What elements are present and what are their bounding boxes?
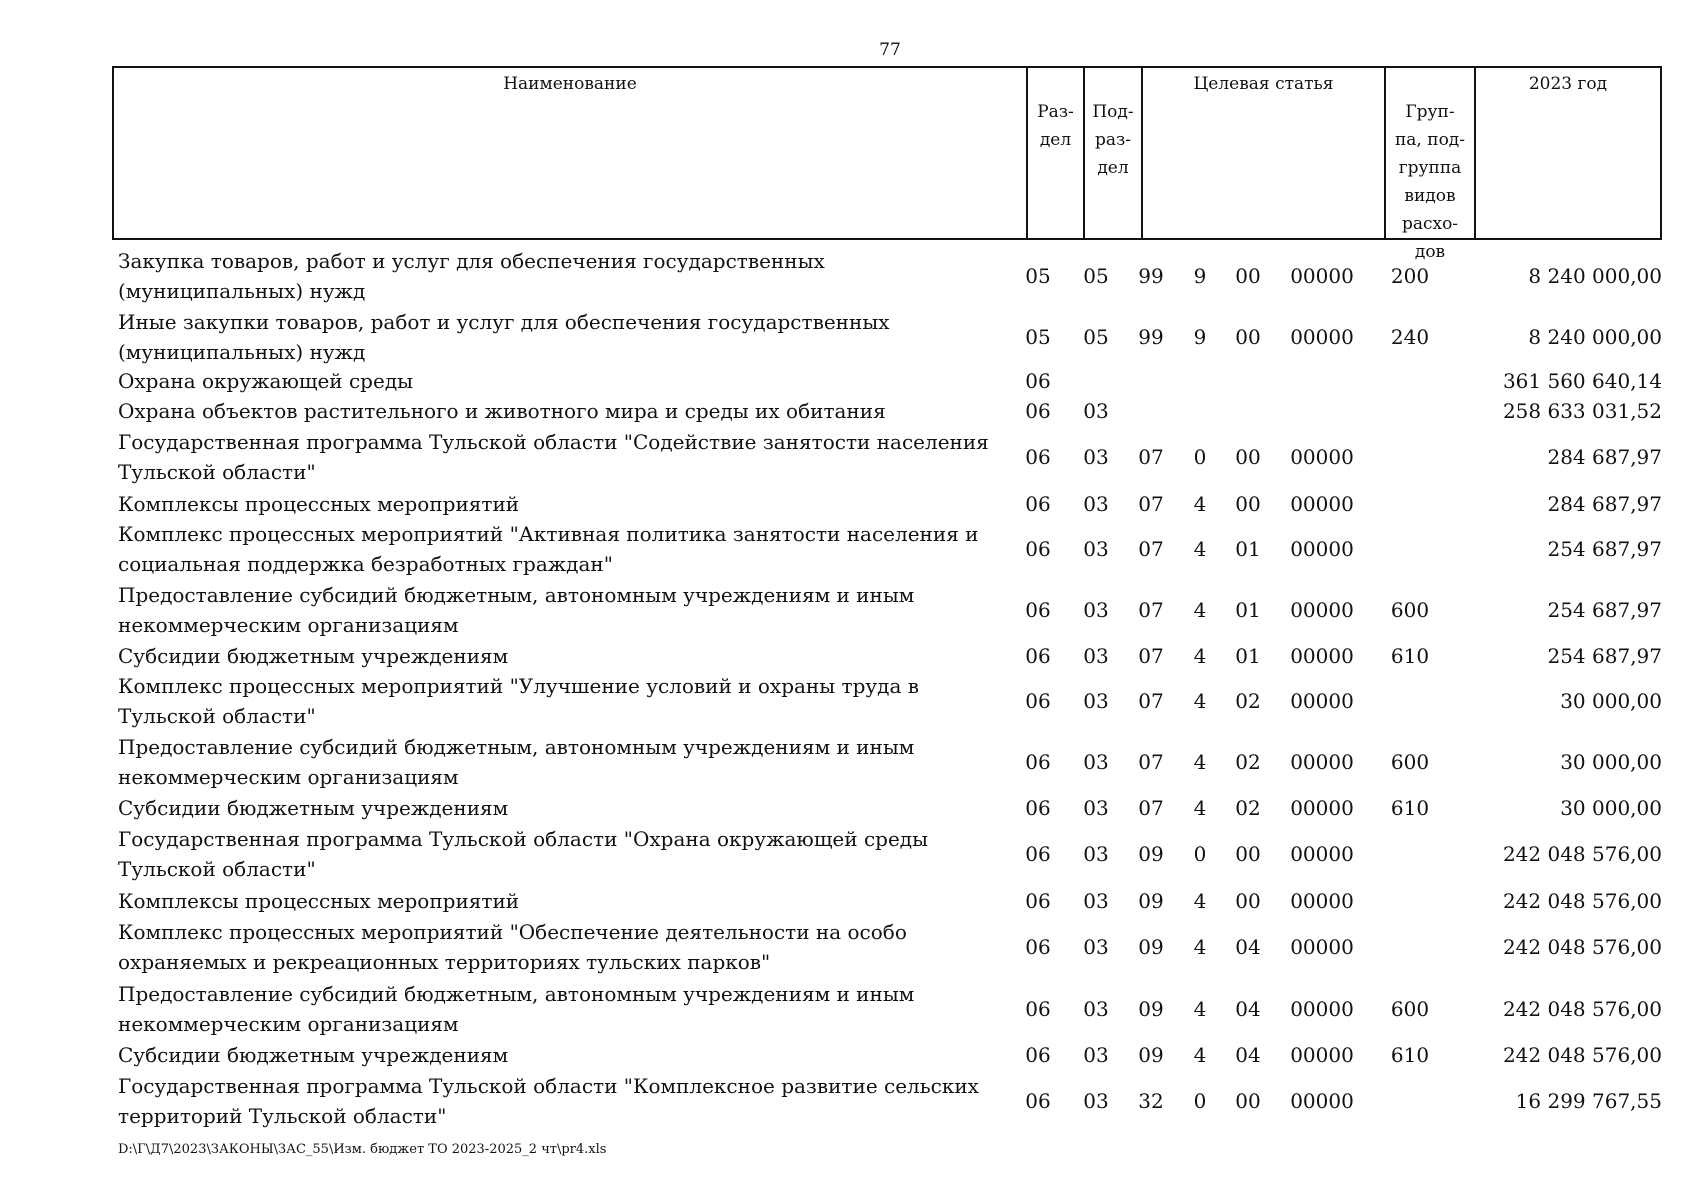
row-razdel: 06 (1025, 644, 1051, 668)
row-t1: 99 (1138, 264, 1164, 288)
row-podrazdel: 03 (1083, 796, 1109, 820)
row-razdel: 06 (1025, 796, 1051, 820)
row-name: Охрана объектов растительного и животного мира и среды их обитания (118, 399, 886, 423)
row-name: Субсидии бюджетным учреждениям (118, 644, 509, 668)
row-t2: 4 (1193, 598, 1207, 622)
row-t4: 00000 (1290, 842, 1354, 866)
row-razdel: 06 (1025, 537, 1051, 561)
row-razdel: 06 (1025, 598, 1051, 622)
row-name: Предоставление субсидий бюджетным, автономным учреждениям и иным некоммерческим организациям (118, 583, 915, 637)
row-group: 600 (1390, 750, 1430, 774)
row-name: Комплекс процессных мероприятий "Улучшение условий и охраны труда в Тульской области" (118, 674, 920, 728)
row-razdel: 06 (1025, 1043, 1051, 1067)
row-name: Комплекс процессных мероприятий "Обеспечение деятельности на особо охраняемых и рекреационных территориях тульских парков" (118, 920, 907, 974)
row-t3: 04 (1235, 997, 1261, 1021)
row-t1: 07 (1138, 796, 1164, 820)
row-t2: 0 (1193, 445, 1207, 469)
row-t4: 00000 (1290, 997, 1354, 1021)
row-amount: 254 687,97 (1547, 598, 1662, 622)
row-podrazdel: 03 (1083, 689, 1109, 713)
table-header (112, 66, 1662, 262)
row-t3: 00 (1235, 492, 1261, 516)
table-row (0, 917, 1695, 977)
row-podrazdel: 03 (1083, 399, 1109, 423)
row-name: Иные закупки товаров, работ и услуг для обеспечения государственных (муниципальных) нужд (118, 310, 890, 364)
row-podrazdel: 03 (1083, 445, 1109, 469)
row-t2: 4 (1193, 644, 1207, 668)
row-amount: 284 687,97 (1547, 445, 1662, 469)
row-t2: 4 (1193, 889, 1207, 913)
table-row (0, 366, 1695, 396)
header-target-label: Целевая статья (1193, 74, 1334, 94)
header-razdel-label: Раз- дел (1037, 102, 1074, 150)
table-row (0, 246, 1695, 306)
row-podrazdel: 03 (1083, 842, 1109, 866)
row-group: 610 (1390, 1043, 1430, 1067)
row-t2: 9 (1193, 264, 1207, 288)
row-razdel: 06 (1025, 492, 1051, 516)
row-razdel: 06 (1025, 750, 1051, 774)
row-razdel: 05 (1025, 264, 1051, 288)
row-razdel: 05 (1025, 325, 1051, 349)
row-razdel: 06 (1025, 445, 1051, 469)
row-name: Государственная программа Тульской области "Охрана окружающей среды Тульской области" (118, 827, 929, 881)
row-podrazdel: 03 (1083, 889, 1109, 913)
row-name: Государственная программа Тульской области "Содействие занятости населения Тульской области" (118, 430, 989, 484)
row-t3: 04 (1235, 935, 1261, 959)
row-amount: 254 687,97 (1547, 644, 1662, 668)
row-t1: 07 (1138, 644, 1164, 668)
header-name-label: Наименование (503, 74, 637, 94)
row-t3: 00 (1235, 445, 1261, 469)
table-row (0, 427, 1695, 487)
table-row (0, 1071, 1695, 1131)
row-razdel: 06 (1025, 842, 1051, 866)
row-t2: 4 (1193, 935, 1207, 959)
page-number: 77 (879, 40, 901, 60)
table-row (0, 641, 1695, 671)
row-amount: 258 633 031,52 (1502, 399, 1662, 423)
row-amount: 242 048 576,00 (1502, 935, 1662, 959)
row-t3: 00 (1235, 325, 1261, 349)
row-t4: 00000 (1290, 644, 1354, 668)
file-path-footer: D:\Г\Д7\2023\ЗАКОНЫ\ЗАС_55\Изм. бюджет ТО 2023-2025_2 чт\pr4.xls (118, 1142, 607, 1157)
row-t4: 00000 (1290, 325, 1354, 349)
header-group (1384, 68, 1474, 262)
row-t3: 00 (1235, 889, 1261, 913)
row-podrazdel: 03 (1083, 644, 1109, 668)
row-name: Комплексы процессных мероприятий (118, 492, 520, 516)
row-t1: 09 (1138, 997, 1164, 1021)
table-row (0, 732, 1695, 792)
row-podrazdel: 03 (1083, 997, 1109, 1021)
table-row (0, 519, 1695, 579)
row-name: Предоставление субсидий бюджетным, автономным учреждениям и иным некоммерческим организациям (118, 982, 915, 1036)
row-t1: 07 (1138, 750, 1164, 774)
row-amount: 361 560 640,14 (1502, 369, 1662, 393)
row-t3: 02 (1235, 750, 1261, 774)
row-t3: 01 (1235, 537, 1261, 561)
row-t1: 07 (1138, 445, 1164, 469)
header-year (1474, 68, 1660, 238)
row-t1: 99 (1138, 325, 1164, 349)
row-podrazdel: 03 (1083, 492, 1109, 516)
row-amount: 8 240 000,00 (1528, 264, 1662, 288)
row-t3: 00 (1235, 1089, 1261, 1113)
row-group: 240 (1390, 325, 1430, 349)
header-razdel (1026, 68, 1083, 238)
row-t4: 00000 (1290, 750, 1354, 774)
row-t4: 00000 (1290, 889, 1354, 913)
row-razdel: 06 (1025, 689, 1051, 713)
row-t2: 4 (1193, 689, 1207, 713)
row-group: 600 (1390, 997, 1430, 1021)
row-amount: 8 240 000,00 (1528, 325, 1662, 349)
row-t4: 00000 (1290, 1089, 1354, 1113)
row-t3: 00 (1235, 264, 1261, 288)
row-razdel: 06 (1025, 1089, 1051, 1113)
table-row (0, 307, 1695, 367)
row-name: Комплексы процессных мероприятий (118, 889, 520, 913)
table-row (0, 886, 1695, 916)
row-t2: 4 (1193, 1043, 1207, 1067)
row-amount: 16 299 767,55 (1515, 1089, 1662, 1113)
row-razdel: 06 (1025, 399, 1051, 423)
row-name: Субсидии бюджетным учреждениям (118, 796, 509, 820)
row-t1: 09 (1138, 842, 1164, 866)
row-podrazdel: 03 (1083, 935, 1109, 959)
row-amount: 30 000,00 (1560, 796, 1662, 820)
row-amount: 242 048 576,00 (1502, 889, 1662, 913)
row-amount: 284 687,97 (1547, 492, 1662, 516)
row-t1: 09 (1138, 889, 1164, 913)
row-name: Государственная программа Тульской области "Комплексное развитие сельских территорий Тульской области" (118, 1074, 979, 1128)
row-t1: 07 (1138, 598, 1164, 622)
row-t3: 02 (1235, 796, 1261, 820)
table-row (0, 489, 1695, 519)
row-t4: 00000 (1290, 264, 1354, 288)
row-t2: 9 (1193, 325, 1207, 349)
row-name: Комплекс процессных мероприятий "Активная политика занятости населения и социальная поддержка безработных граждан" (118, 522, 979, 576)
row-t4: 00000 (1290, 537, 1354, 561)
header-target (1141, 68, 1384, 238)
row-t3: 02 (1235, 689, 1261, 713)
row-t2: 4 (1193, 537, 1207, 561)
table-row (0, 671, 1695, 731)
row-name: Охрана окружающей среды (118, 369, 414, 393)
row-razdel: 06 (1025, 997, 1051, 1021)
row-amount: 254 687,97 (1547, 537, 1662, 561)
row-t3: 01 (1235, 598, 1261, 622)
row-group: 610 (1390, 644, 1430, 668)
row-t4: 00000 (1290, 1043, 1354, 1067)
row-razdel: 06 (1025, 889, 1051, 913)
row-t4: 00000 (1290, 492, 1354, 516)
table-row (0, 824, 1695, 884)
row-t4: 00000 (1290, 796, 1354, 820)
row-t2: 0 (1193, 842, 1207, 866)
row-name: Закупка товаров, работ и услуг для обеспечения государственных (муниципальных) нужд (118, 249, 825, 303)
row-t2: 4 (1193, 750, 1207, 774)
row-amount: 242 048 576,00 (1502, 1043, 1662, 1067)
row-t2: 0 (1193, 1089, 1207, 1113)
row-t1: 07 (1138, 689, 1164, 713)
header-year-label: 2023 год (1528, 74, 1608, 94)
row-t3: 00 (1235, 842, 1261, 866)
row-amount: 242 048 576,00 (1502, 997, 1662, 1021)
row-t1: 32 (1138, 1089, 1164, 1113)
row-podrazdel: 03 (1083, 1089, 1109, 1113)
row-t2: 4 (1193, 796, 1207, 820)
row-razdel: 06 (1025, 369, 1051, 393)
table-row (0, 1040, 1695, 1070)
row-t4: 00000 (1290, 689, 1354, 713)
row-t2: 4 (1193, 997, 1207, 1021)
header-podrazdel (1083, 68, 1141, 238)
row-t1: 07 (1138, 492, 1164, 516)
header-group-label: Груп- па, под- группа видов расхо- дов (1394, 102, 1466, 262)
row-t1: 07 (1138, 537, 1164, 561)
row-t4: 00000 (1290, 445, 1354, 469)
table-row (0, 979, 1695, 1039)
row-t4: 00000 (1290, 598, 1354, 622)
header-podrazdel-label: Под- раз- дел (1092, 102, 1134, 178)
row-t2: 4 (1193, 492, 1207, 516)
row-podrazdel: 03 (1083, 1043, 1109, 1067)
row-amount: 242 048 576,00 (1502, 842, 1662, 866)
row-podrazdel: 05 (1083, 264, 1109, 288)
table-row (0, 396, 1695, 426)
row-name: Субсидии бюджетным учреждениям (118, 1043, 509, 1067)
row-amount: 30 000,00 (1560, 689, 1662, 713)
row-name: Предоставление субсидий бюджетным, автономным учреждениям и иным некоммерческим организациям (118, 735, 915, 789)
header-name (114, 68, 1026, 238)
row-podrazdel: 05 (1083, 325, 1109, 349)
row-group: 600 (1390, 598, 1430, 622)
row-group: 610 (1390, 796, 1430, 820)
row-t1: 09 (1138, 935, 1164, 959)
row-t3: 04 (1235, 1043, 1261, 1067)
row-group: 200 (1390, 264, 1430, 288)
row-t1: 09 (1138, 1043, 1164, 1067)
row-t3: 01 (1235, 644, 1261, 668)
row-amount: 30 000,00 (1560, 750, 1662, 774)
row-podrazdel: 03 (1083, 537, 1109, 561)
table-row (0, 793, 1695, 823)
row-podrazdel: 03 (1083, 750, 1109, 774)
row-podrazdel: 03 (1083, 598, 1109, 622)
row-razdel: 06 (1025, 935, 1051, 959)
row-t4: 00000 (1290, 935, 1354, 959)
table-row (0, 580, 1695, 640)
